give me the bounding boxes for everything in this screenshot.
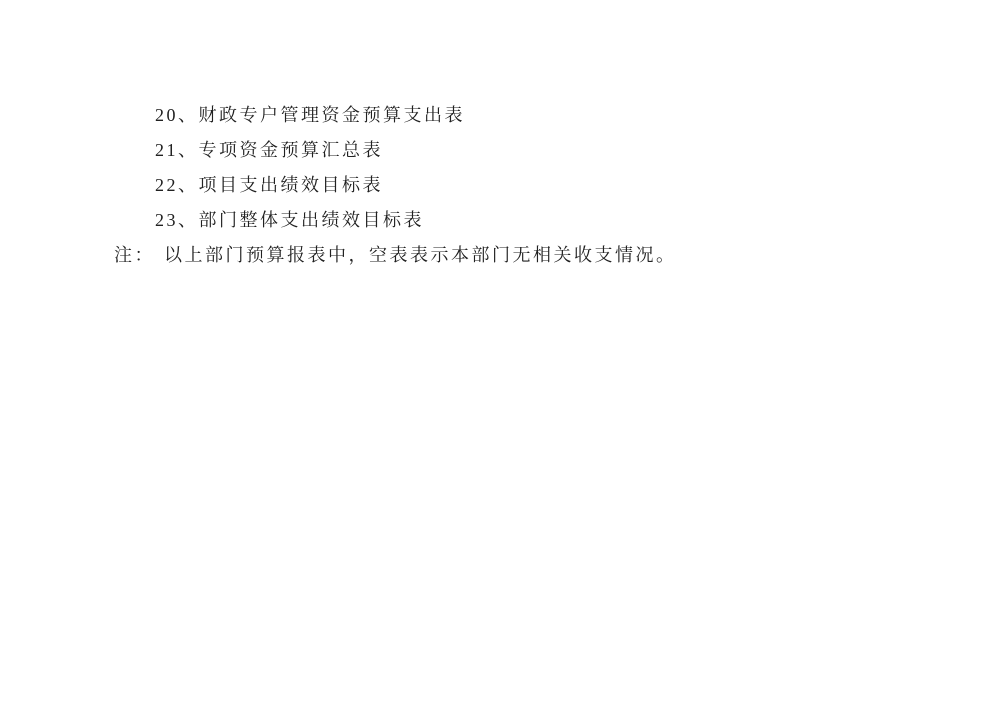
document-content bbox=[0, 98, 1000, 273]
list-item-21: 21、专项资金预算汇总表 bbox=[155, 140, 383, 160]
note-label: 注： bbox=[114, 245, 155, 265]
list-item-23: 23、部门整体支出绩效目标表 bbox=[155, 210, 424, 230]
list-item-22: 22、项目支出绩效目标表 bbox=[155, 175, 383, 195]
note-text: 以上部门预算报表中，空表表示本部门无相关收支情况。 bbox=[164, 245, 677, 265]
list-item-20: 20、财政专户管理资金预算支出表 bbox=[155, 105, 465, 125]
note-line bbox=[0, 238, 1000, 273]
